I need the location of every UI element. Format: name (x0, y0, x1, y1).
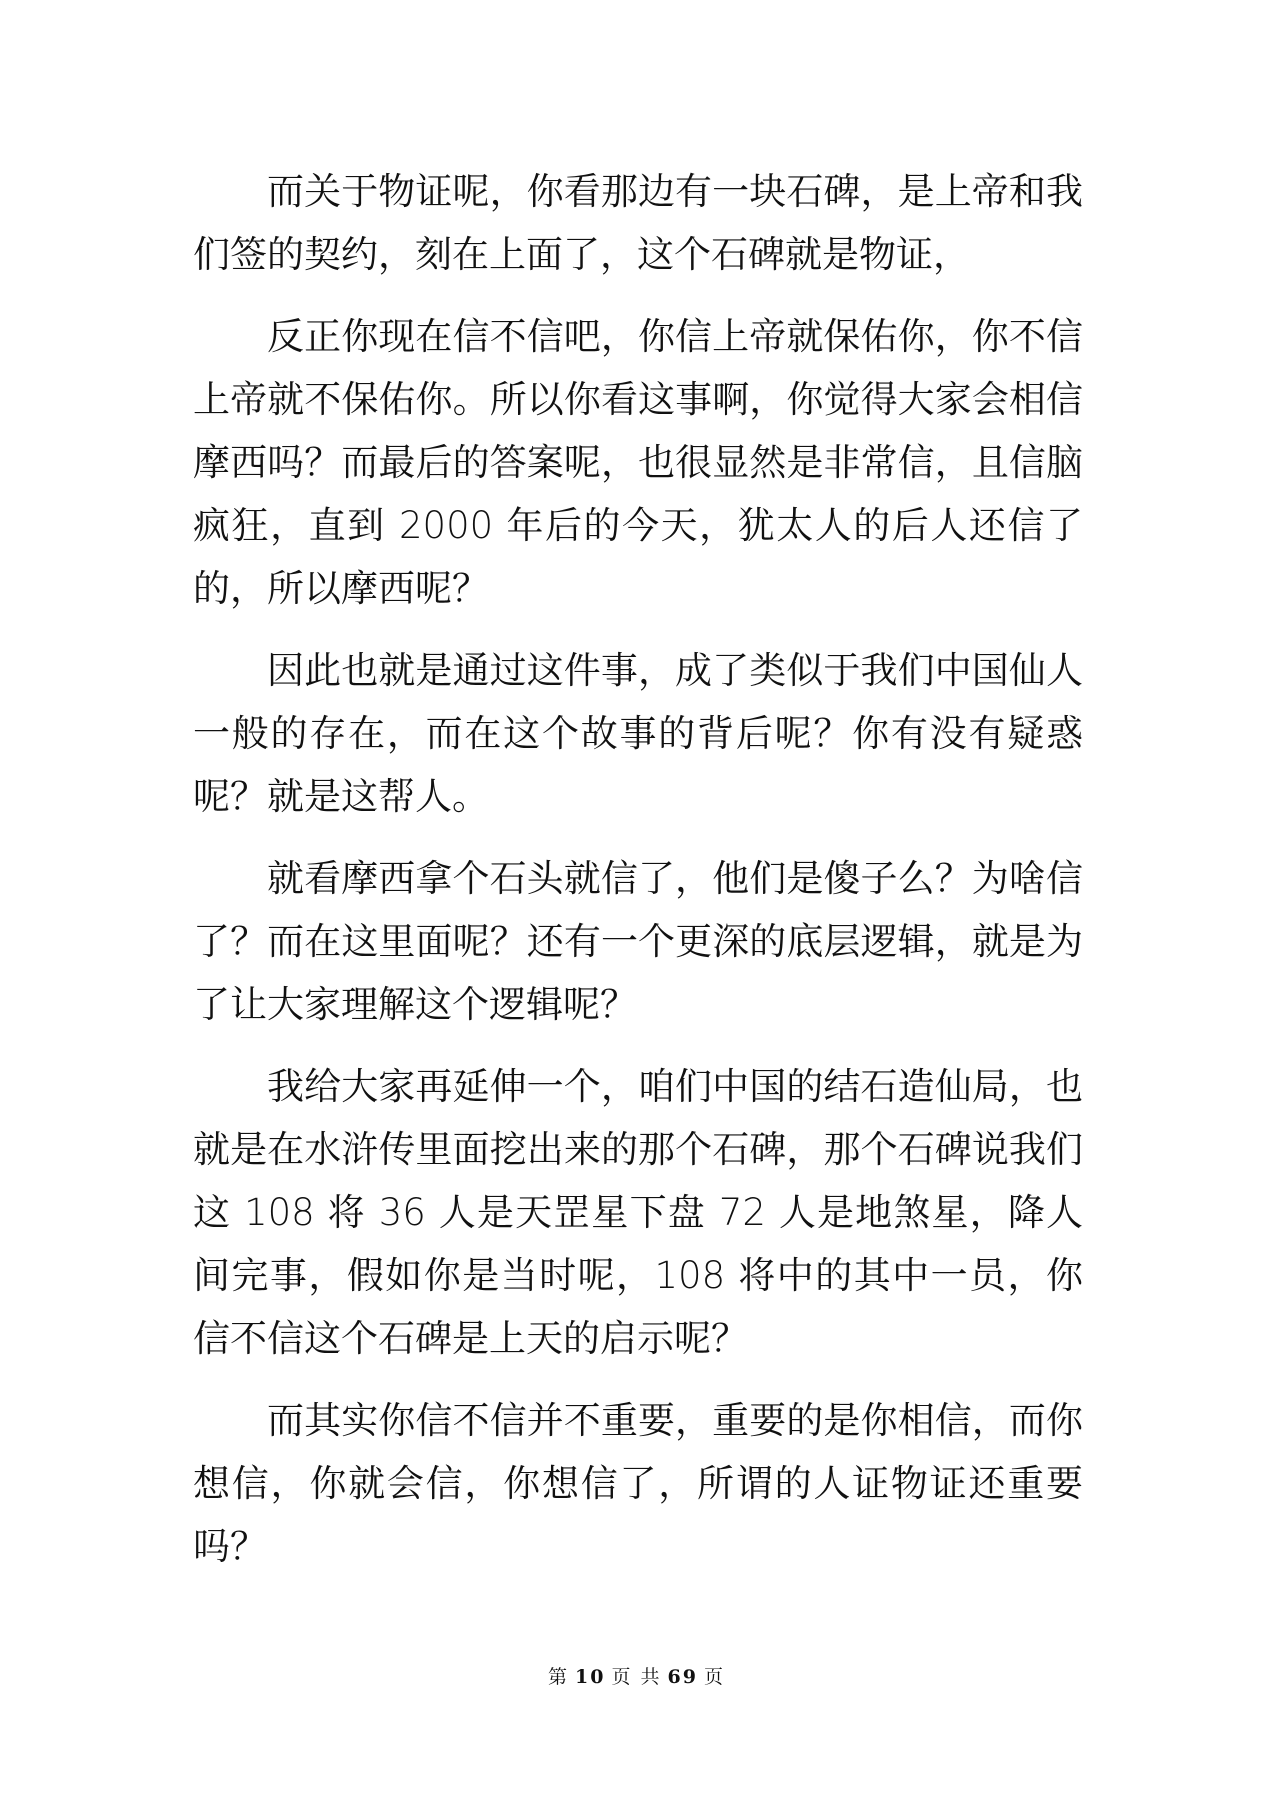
paragraph: 反正你现在信不信吧，你信上帝就保佑你，你不信上帝就不保佑你。所以你看这事啊，你觉得大家会相信摩西吗？而最后的答案呢，也很显然是非常信，且信脑疯狂，直到 2000 年后的今天，犹太人的后人还信了的，所以摩西呢？ (193, 315, 1083, 610)
paragraph: 就看摩西拿个石头就信了，他们是傻子么？为啥信了？而在这里面呢？还有一个更深的底层逻辑，就是为了让大家理解这个逻辑呢？ (193, 857, 1083, 1026)
paragraph: 而其实你信不信并不重要，重要的是你相信，而你想信，你就会信，你想信了，所谓的人证物证还重要吗？ (193, 1399, 1083, 1568)
total-pages-number: 69 (667, 1666, 698, 1688)
paragraph: 我给大家再延伸一个，咱们中国的结石造仙局，也就是在水浒传里面挖出来的那个石碑，那个石碑说我们这 108 将 36 人是天罡星下盘 72 人是地煞星，降人间完事，假如你是当时呢，108 将中的其中一员，你信不信这个石碑是上天的启示呢？ (193, 1065, 1083, 1360)
footer-middle: 页 共 (611, 1666, 662, 1688)
paragraph: 而关于物证呢，你看那边有一块石碑，是上帝和我们签的契约，刻在上面了，这个石碑就是物证， (193, 170, 1083, 276)
paragraph: 因此也就是通过这件事，成了类似于我们中国仙人一般的存在，而在这个故事的背后呢？你有没有疑惑呢？就是这帮人。 (193, 649, 1083, 818)
footer-prefix: 第 (548, 1666, 570, 1688)
body-text (193, 160, 1083, 1597)
current-page-number: 10 (575, 1666, 606, 1688)
page-footer (0, 1662, 1273, 1689)
footer-suffix: 页 (703, 1666, 725, 1688)
